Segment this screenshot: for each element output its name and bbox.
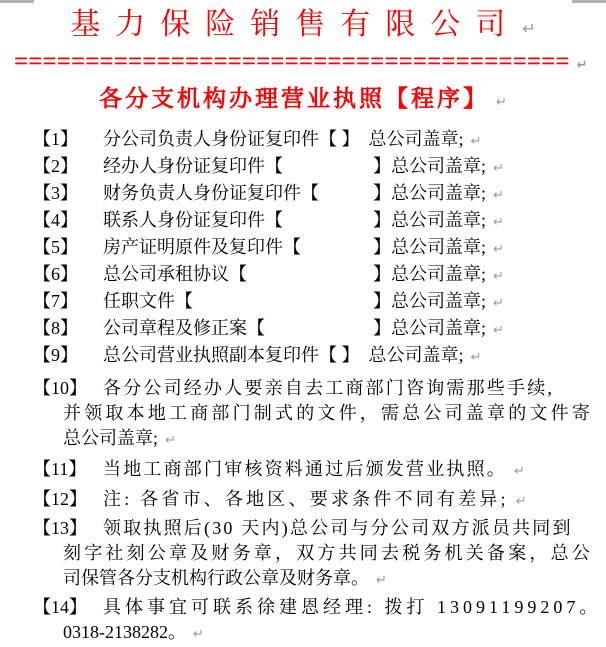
list-item-2 — [0, 154, 606, 181]
paragraph-mark-icon: ↵ — [165, 433, 176, 448]
item-text: 联系人身份证复印件【 】总公司盖章; — [103, 210, 486, 230]
list-item-13-line-1 — [0, 516, 606, 541]
item-number: 【11】 — [33, 459, 87, 479]
paragraph-mark-icon: ↵ — [493, 323, 504, 338]
item-text: 司保管各分支机构行政公章及财务章。 — [63, 568, 369, 588]
paragraph-mark-icon: ↵ — [493, 296, 504, 311]
item-text: 财务负责人身份证复印件【 】总公司盖章; — [103, 183, 486, 203]
item-text: 总公司盖章; — [63, 428, 159, 448]
item-text: 领取执照后(30 天内)总公司与分公司双方派员共同到 — [103, 518, 573, 538]
item-number: 【4】 — [33, 210, 78, 230]
list-item-5 — [0, 235, 606, 262]
list-item-4 — [0, 208, 606, 235]
list-item-9 — [0, 343, 606, 370]
divider-text: ======================================= — [14, 50, 570, 74]
paragraph-mark-icon: ↵ — [493, 215, 504, 230]
item-text: 任职文件【 】总公司盖章; — [103, 291, 486, 311]
item-number: 【3】 — [33, 183, 78, 203]
list-item-7 — [0, 289, 606, 316]
company-name-heading — [0, 6, 606, 48]
company-name-text: 基力保险销售有限公司 — [70, 8, 521, 41]
item-number: 【10】 — [33, 378, 87, 398]
document-title — [0, 84, 606, 118]
item-number: 【7】 — [33, 291, 78, 311]
list-item-10-line-2 — [0, 401, 606, 426]
paragraph-mark-icon: ↵ — [576, 58, 588, 73]
item-number: 【5】 — [33, 237, 78, 257]
item-text: 注: 各省市、各地区、要求条件不同有差异; — [103, 489, 509, 509]
list-item-6 — [0, 262, 606, 289]
list-item-14-line-2 — [0, 620, 606, 647]
red-double-divider — [14, 50, 600, 74]
item-text: 刻字社刻公章及财务章，双方共同去税务机关备案，总公 — [63, 543, 593, 563]
list-item-14-line-1 — [0, 595, 606, 620]
list-item-3 — [0, 181, 606, 208]
item-text: 总公司营业执照副本复印件【 】 总公司盖章; — [103, 345, 464, 365]
paragraph-mark-icon: ↵ — [493, 242, 504, 257]
paragraph-mark-icon: ↵ — [514, 464, 525, 479]
list-item-13-line-2 — [0, 541, 606, 566]
item-text: 具体事宜可联系徐建恩经理: 拨打 13091199207。 — [103, 597, 602, 617]
item-text: 经办人身份证复印件【 】总公司盖章; — [103, 156, 486, 176]
document-title-text: 各分支机构办理营业执照【程序】 — [99, 86, 490, 111]
paragraph-mark-icon: ↵ — [522, 19, 536, 38]
list-item-13-line-3 — [0, 566, 606, 593]
item-number: 【6】 — [33, 264, 78, 284]
item-text: 分公司负责人身份证复印件【 】 总公司盖章; — [103, 129, 464, 149]
paragraph-mark-icon: ↵ — [470, 350, 482, 365]
item-number: 【13】 — [33, 518, 87, 538]
item-text: 房产证明原件及复印件【 】总公司盖章; — [103, 237, 486, 257]
paragraph-mark-icon: ↵ — [515, 494, 527, 509]
page-boundary-mark-left — [0, 0, 34, 3]
item-number: 【1】 — [33, 129, 78, 149]
paragraph-mark-icon: ↵ — [470, 134, 482, 149]
item-text: 总公司承租协议【 】总公司盖章; — [103, 264, 486, 284]
page-boundary-mark-right — [572, 0, 606, 3]
item-number: 【2】 — [33, 156, 78, 176]
list-item-1 — [0, 127, 606, 154]
item-text: 公司章程及修正案【 】总公司盖章; — [103, 318, 486, 338]
procedure-list — [0, 127, 606, 647]
paragraph-mark-icon: ↵ — [493, 188, 504, 203]
item-text: 各分公司经办人要亲自去工商部门咨询需那些手续, — [103, 378, 555, 398]
paragraph-mark-icon: ↵ — [493, 269, 504, 284]
list-item-11 — [0, 457, 606, 484]
item-number: 【12】 — [33, 489, 87, 509]
paragraph-mark-icon: ↵ — [193, 627, 204, 642]
list-item-10-line-3 — [0, 426, 606, 453]
item-number: 【14】 — [33, 597, 87, 617]
paragraph-mark-icon: ↵ — [376, 573, 387, 588]
item-number: 【8】 — [33, 318, 78, 338]
paragraph-mark-icon: ↵ — [496, 95, 507, 110]
paragraph-mark-icon: ↵ — [493, 161, 504, 176]
list-item-10-line-1 — [0, 376, 606, 401]
list-item-12 — [0, 487, 606, 514]
item-number: 【9】 — [33, 345, 78, 365]
list-item-8 — [0, 316, 606, 343]
item-text: 当地工商部门审核资料通过后颁发营业执照。 — [103, 459, 507, 479]
item-text: 0318-2138282。 — [63, 622, 186, 642]
item-text: 并领取本地工商部门制式的文件，需总公司盖章的文件寄 — [63, 403, 593, 423]
